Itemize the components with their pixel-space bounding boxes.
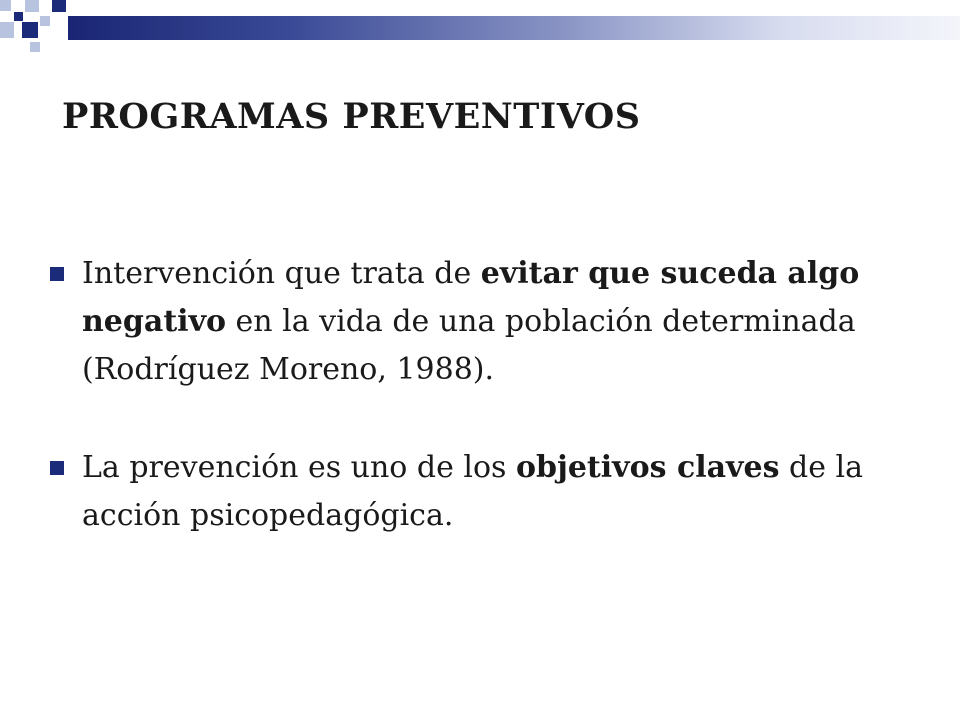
bullet-text-part: en la vida de una población determinada (Rodríguez Moreno, 1988).: [82, 304, 856, 387]
square-bullet-icon: [50, 267, 64, 281]
bullet-text: [82, 256, 859, 387]
bullet-text: [82, 450, 863, 533]
slide-title: PROGRAMAS PREVENTIVOS: [62, 96, 641, 137]
decorative-square: [52, 0, 66, 12]
bullet-text-part: Intervención que trata de: [82, 256, 481, 291]
bullet-list: [46, 250, 906, 590]
decorative-square: [25, 0, 39, 12]
decorative-square: [14, 12, 23, 21]
header-gradient-bar: [68, 16, 960, 40]
decorative-square: [0, 22, 14, 38]
bullet-item: [46, 250, 906, 394]
bullet-text-part: La prevención es uno de los: [82, 450, 516, 485]
bullet-text-emphasis: evitar que suceda algo negativo: [82, 256, 860, 339]
bullet-text-emphasis: objetivos claves: [516, 450, 780, 485]
decorative-square: [40, 16, 50, 26]
decorative-square: [30, 42, 40, 52]
decorative-square: [22, 22, 38, 38]
decorative-square: [0, 0, 11, 11]
bullet-text-part: de la acción psicopedagógica.: [82, 450, 863, 533]
bullet-item: [46, 444, 906, 540]
square-bullet-icon: [50, 461, 64, 475]
